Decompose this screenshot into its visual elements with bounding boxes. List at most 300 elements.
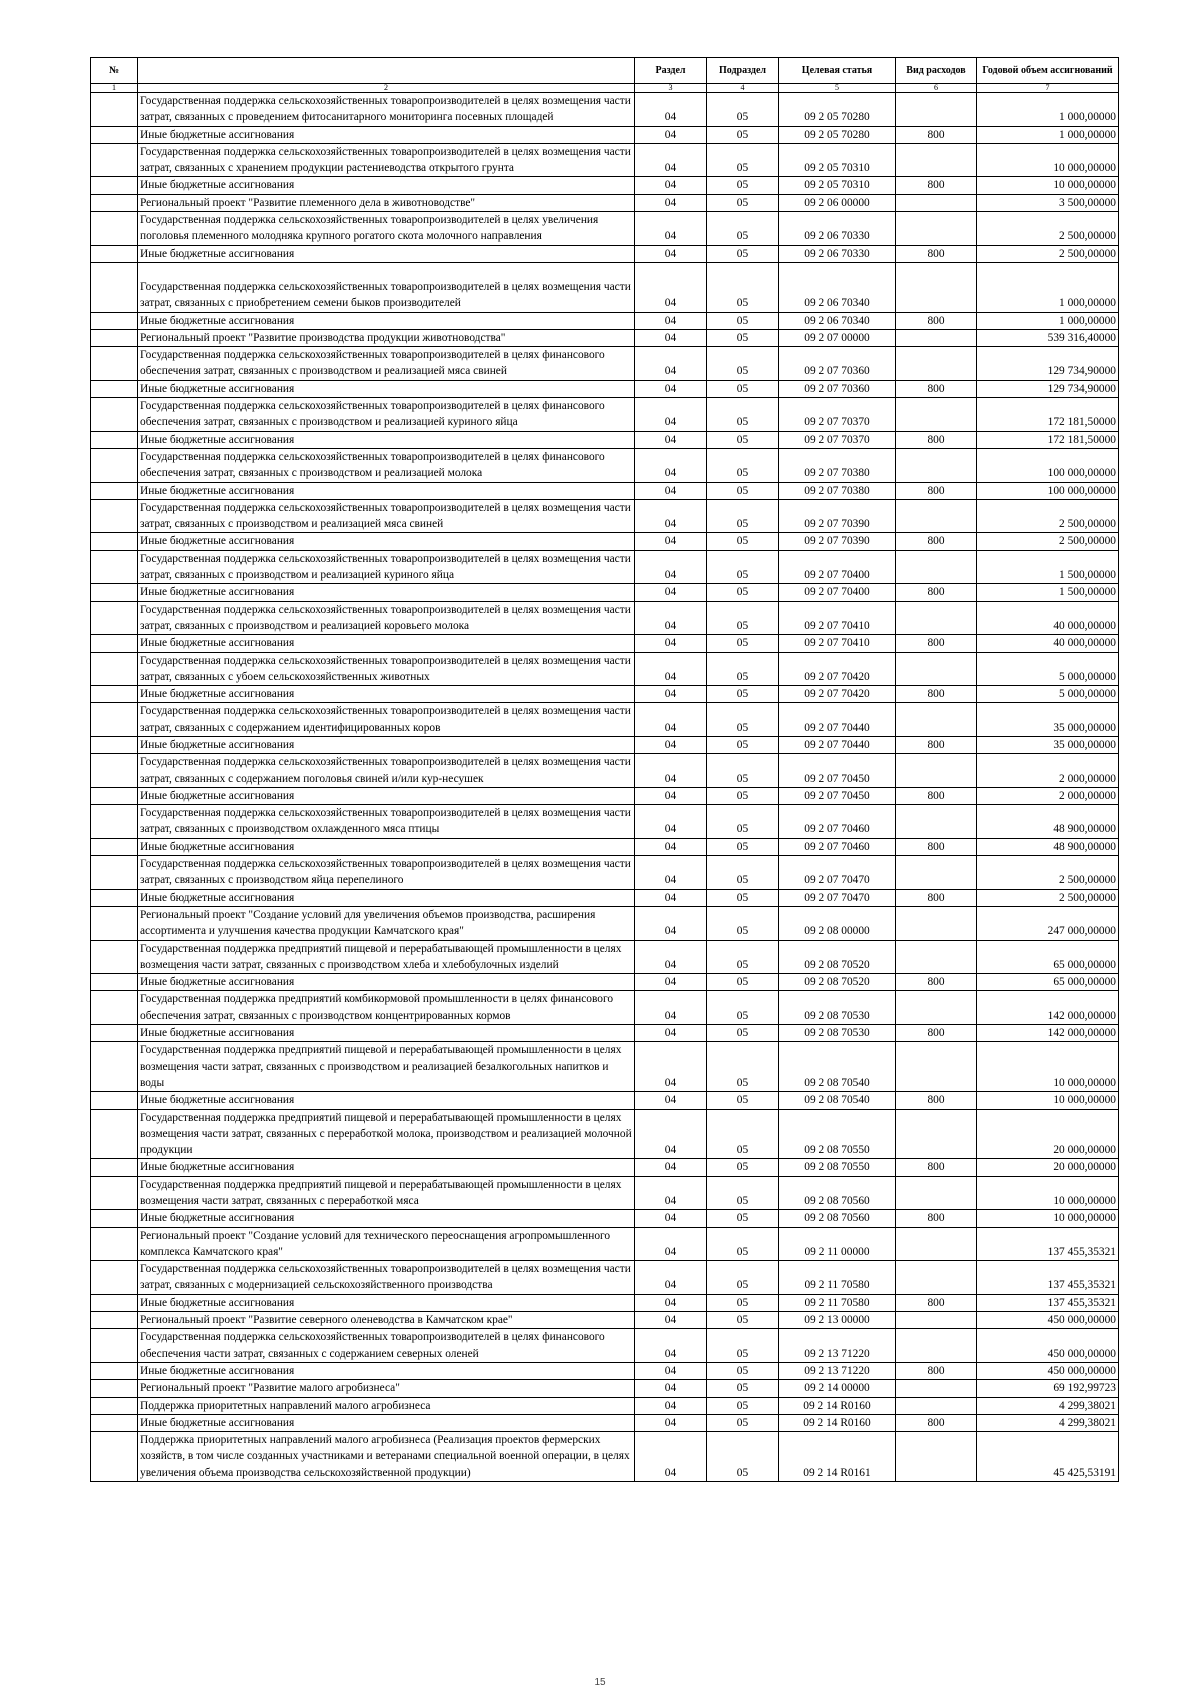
- row-podrazdel-cell: 05: [707, 431, 779, 448]
- row-expense-type-cell: [896, 1312, 977, 1329]
- row-target-article-cell: 09 2 14 R0161: [779, 1432, 896, 1482]
- row-target-article-cell: 09 2 07 70470: [779, 856, 896, 890]
- row-razdel-cell: 04: [635, 1092, 707, 1109]
- table-row: [91, 1210, 1119, 1227]
- table-row: [91, 635, 1119, 652]
- row-number-cell: [91, 754, 138, 788]
- row-razdel-cell: 04: [635, 601, 707, 635]
- row-amount-cell: 10 000,00000: [977, 143, 1119, 177]
- table-row: [91, 1432, 1119, 1482]
- row-number-cell: [91, 584, 138, 601]
- row-expense-type-cell: [896, 703, 977, 737]
- table-row: [91, 262, 1119, 312]
- row-number-cell: [91, 1432, 138, 1482]
- row-number-cell: [91, 1159, 138, 1176]
- header-expense-type: Вид расходов: [896, 58, 977, 84]
- row-target-article-cell: 09 2 08 70540: [779, 1092, 896, 1109]
- row-podrazdel-cell: 05: [707, 1109, 779, 1159]
- row-target-article-cell: 09 2 07 70400: [779, 584, 896, 601]
- row-target-article-cell: 09 2 05 70310: [779, 177, 896, 194]
- row-expense-type-cell: [896, 1432, 977, 1482]
- row-amount-cell: 100 000,00000: [977, 482, 1119, 499]
- row-podrazdel-cell: 05: [707, 838, 779, 855]
- row-amount-cell: 1 000,00000: [977, 126, 1119, 143]
- row-amount-cell: 1 000,00000: [977, 93, 1119, 127]
- row-amount-cell: 10 000,00000: [977, 177, 1119, 194]
- row-amount-cell: 137 455,35321: [977, 1294, 1119, 1311]
- table-row: [91, 398, 1119, 432]
- row-podrazdel-cell: 05: [707, 1176, 779, 1210]
- row-razdel-cell: 04: [635, 1210, 707, 1227]
- row-expense-type-cell: [896, 652, 977, 686]
- row-amount-cell: 4 299,38021: [977, 1414, 1119, 1431]
- row-name-cell: Государственная поддержка сельскохозяйственных товаропроизводителей в целях возмещения части затрат, связанных с производством охлажденного мяса птицы: [138, 805, 635, 839]
- row-target-article-cell: 09 2 07 70460: [779, 838, 896, 855]
- row-amount-cell: 100 000,00000: [977, 448, 1119, 482]
- row-number-cell: [91, 212, 138, 246]
- table-row: [91, 601, 1119, 635]
- row-target-article-cell: 09 2 07 70380: [779, 482, 896, 499]
- row-razdel-cell: 04: [635, 347, 707, 381]
- row-razdel-cell: 04: [635, 1414, 707, 1431]
- row-razdel-cell: 04: [635, 1025, 707, 1042]
- row-amount-cell: 1 500,00000: [977, 550, 1119, 584]
- row-razdel-cell: 04: [635, 245, 707, 262]
- row-podrazdel-cell: 05: [707, 533, 779, 550]
- row-amount-cell: 4 299,38021: [977, 1397, 1119, 1414]
- row-podrazdel-cell: 05: [707, 1025, 779, 1042]
- row-razdel-cell: 04: [635, 584, 707, 601]
- row-expense-type-cell: [896, 398, 977, 432]
- row-podrazdel-cell: 05: [707, 1159, 779, 1176]
- row-target-article-cell: 09 2 05 70280: [779, 93, 896, 127]
- header-number: №: [91, 58, 138, 84]
- row-razdel-cell: 04: [635, 856, 707, 890]
- row-name-cell: Поддержка приоритетных направлений малого агробизнеса (Реализация проектов фермерских хозяйств, в том числе созданных участниками и ветеранами специальной военной операции, в целях увеличения объема производства сельскохозяйственной продукции): [138, 1432, 635, 1482]
- table-row: [91, 1159, 1119, 1176]
- row-number-cell: [91, 1362, 138, 1379]
- row-number-cell: [91, 1329, 138, 1363]
- row-target-article-cell: 09 2 14 R0160: [779, 1414, 896, 1431]
- table-row: [91, 1312, 1119, 1329]
- row-amount-cell: 2 500,00000: [977, 245, 1119, 262]
- table-row: [91, 482, 1119, 499]
- row-expense-type-cell: [896, 805, 977, 839]
- row-target-article-cell: 09 2 07 70390: [779, 499, 896, 533]
- row-number-cell: [91, 805, 138, 839]
- row-razdel-cell: 04: [635, 533, 707, 550]
- row-razdel-cell: 04: [635, 787, 707, 804]
- row-expense-type-cell: 800: [896, 1159, 977, 1176]
- table-row: [91, 1294, 1119, 1311]
- row-podrazdel-cell: 05: [707, 635, 779, 652]
- row-podrazdel-cell: 05: [707, 347, 779, 381]
- row-target-article-cell: 09 2 07 00000: [779, 329, 896, 346]
- row-number-cell: [91, 93, 138, 127]
- row-amount-cell: 137 455,35321: [977, 1227, 1119, 1261]
- row-amount-cell: 45 425,53191: [977, 1432, 1119, 1482]
- row-target-article-cell: 09 2 06 70330: [779, 212, 896, 246]
- row-podrazdel-cell: 05: [707, 482, 779, 499]
- page-number: 15: [594, 1677, 606, 1688]
- row-number-cell: [91, 940, 138, 974]
- row-podrazdel-cell: 05: [707, 805, 779, 839]
- row-number-cell: [91, 499, 138, 533]
- row-razdel-cell: 04: [635, 991, 707, 1025]
- row-number-cell: [91, 1042, 138, 1092]
- row-number-cell: [91, 347, 138, 381]
- table-row: [91, 533, 1119, 550]
- table-row: [91, 652, 1119, 686]
- row-number-cell: [91, 1414, 138, 1431]
- row-number-cell: [91, 1092, 138, 1109]
- row-target-article-cell: 09 2 05 70310: [779, 143, 896, 177]
- row-amount-cell: 450 000,00000: [977, 1362, 1119, 1379]
- table-row: [91, 889, 1119, 906]
- row-expense-type-cell: [896, 347, 977, 381]
- row-podrazdel-cell: 05: [707, 703, 779, 737]
- row-expense-type-cell: 800: [896, 1414, 977, 1431]
- row-target-article-cell: 09 2 07 70370: [779, 398, 896, 432]
- row-name-cell: Региональный проект "Развитие северного оленеводства в Камчатском крае": [138, 1312, 635, 1329]
- row-target-article-cell: 09 2 13 71220: [779, 1329, 896, 1363]
- row-razdel-cell: 04: [635, 635, 707, 652]
- table-row: [91, 448, 1119, 482]
- row-name-cell: Государственная поддержка предприятий пищевой и перерабатывающей промышленности в целях возмещения части затрат, связанных с переработкой молока, производством и реализацией молочной продукции: [138, 1109, 635, 1159]
- row-number-cell: [91, 1261, 138, 1295]
- table-row: [91, 906, 1119, 940]
- row-name-cell: Иные бюджетные ассигнования: [138, 1362, 635, 1379]
- row-name-cell: Иные бюджетные ассигнования: [138, 245, 635, 262]
- row-number-cell: [91, 1397, 138, 1414]
- table-row: [91, 940, 1119, 974]
- row-podrazdel-cell: 05: [707, 1042, 779, 1092]
- row-name-cell: Иные бюджетные ассигнования: [138, 126, 635, 143]
- row-expense-type-cell: 800: [896, 686, 977, 703]
- row-name-cell: Государственная поддержка сельскохозяйственных товаропроизводителей в целях финансового обеспечения части затрат, связанных с содержанием северных оленей: [138, 1329, 635, 1363]
- row-expense-type-cell: [896, 1109, 977, 1159]
- row-amount-cell: 137 455,35321: [977, 1261, 1119, 1295]
- row-name-cell: Иные бюджетные ассигнования: [138, 1092, 635, 1109]
- row-razdel-cell: 04: [635, 838, 707, 855]
- row-razdel-cell: 04: [635, 652, 707, 686]
- row-target-article-cell: 09 2 08 70520: [779, 974, 896, 991]
- row-expense-type-cell: [896, 601, 977, 635]
- row-podrazdel-cell: 05: [707, 686, 779, 703]
- row-razdel-cell: 04: [635, 1397, 707, 1414]
- row-podrazdel-cell: 05: [707, 93, 779, 127]
- row-target-article-cell: 09 2 13 71220: [779, 1362, 896, 1379]
- row-name-cell: Региональный проект "Развитие племенного дела в животноводстве": [138, 194, 635, 211]
- row-podrazdel-cell: 05: [707, 1414, 779, 1431]
- row-target-article-cell: 09 2 06 70340: [779, 312, 896, 329]
- row-target-article-cell: 09 2 14 R0160: [779, 1397, 896, 1414]
- table-row: [91, 856, 1119, 890]
- row-name-cell: Государственная поддержка сельскохозяйственных товаропроизводителей в целях финансового обеспечения затрат, связанных с производством и реализацией куриного яйца: [138, 398, 635, 432]
- row-name-cell: Региональный проект "Создание условий для увеличения объемов производства, расширения ассортимента и улучшения качества продукции Камчатского края": [138, 906, 635, 940]
- row-podrazdel-cell: 05: [707, 906, 779, 940]
- row-podrazdel-cell: 05: [707, 245, 779, 262]
- row-number-cell: [91, 1176, 138, 1210]
- row-razdel-cell: 04: [635, 1294, 707, 1311]
- column-number: 3: [635, 84, 707, 93]
- row-expense-type-cell: 800: [896, 126, 977, 143]
- row-target-article-cell: 09 2 13 00000: [779, 1312, 896, 1329]
- row-amount-cell: 450 000,00000: [977, 1329, 1119, 1363]
- row-amount-cell: 2 500,00000: [977, 533, 1119, 550]
- row-razdel-cell: 04: [635, 312, 707, 329]
- row-target-article-cell: 09 2 07 70470: [779, 889, 896, 906]
- row-number-cell: [91, 1312, 138, 1329]
- row-podrazdel-cell: 05: [707, 212, 779, 246]
- row-amount-cell: 2 500,00000: [977, 856, 1119, 890]
- row-number-cell: [91, 838, 138, 855]
- row-target-article-cell: 09 2 11 70580: [779, 1294, 896, 1311]
- budget-document: [90, 57, 1118, 1482]
- row-target-article-cell: 09 2 11 70580: [779, 1261, 896, 1295]
- row-amount-cell: 69 192,99723: [977, 1380, 1119, 1397]
- row-name-cell: Иные бюджетные ассигнования: [138, 635, 635, 652]
- row-razdel-cell: 04: [635, 805, 707, 839]
- row-number-cell: [91, 906, 138, 940]
- row-razdel-cell: 04: [635, 1329, 707, 1363]
- row-expense-type-cell: [896, 991, 977, 1025]
- table-row: [91, 143, 1119, 177]
- row-name-cell: Иные бюджетные ассигнования: [138, 1025, 635, 1042]
- row-expense-type-cell: [896, 906, 977, 940]
- row-razdel-cell: 04: [635, 974, 707, 991]
- row-target-article-cell: 09 2 07 70360: [779, 380, 896, 397]
- row-amount-cell: 129 734,90000: [977, 380, 1119, 397]
- row-razdel-cell: 04: [635, 1042, 707, 1092]
- row-name-cell: Государственная поддержка предприятий пищевой и перерабатывающей промышленности в целях возмещения части затрат, связанных с производством и реализацией безалкогольных напитков и воды: [138, 1042, 635, 1092]
- row-podrazdel-cell: 05: [707, 584, 779, 601]
- row-name-cell: Иные бюджетные ассигнования: [138, 838, 635, 855]
- row-number-cell: [91, 312, 138, 329]
- row-podrazdel-cell: 05: [707, 448, 779, 482]
- row-amount-cell: 1 500,00000: [977, 584, 1119, 601]
- row-expense-type-cell: [896, 143, 977, 177]
- table-row: [91, 380, 1119, 397]
- row-number-cell: [91, 1210, 138, 1227]
- header-target-article: Целевая статья: [779, 58, 896, 84]
- row-name-cell: Иные бюджетные ассигнования: [138, 889, 635, 906]
- row-name-cell: Государственная поддержка сельскохозяйственных товаропроизводителей в целях возмещения части затрат, связанных с содержанием поголовья свиней и/или кур-несушек: [138, 754, 635, 788]
- row-number-cell: [91, 703, 138, 737]
- row-name-cell: Иные бюджетные ассигнования: [138, 1414, 635, 1431]
- row-razdel-cell: 04: [635, 431, 707, 448]
- row-podrazdel-cell: 05: [707, 889, 779, 906]
- table-row: [91, 1261, 1119, 1295]
- row-amount-cell: 10 000,00000: [977, 1092, 1119, 1109]
- row-podrazdel-cell: 05: [707, 1380, 779, 1397]
- row-expense-type-cell: [896, 262, 977, 312]
- column-number: 4: [707, 84, 779, 93]
- row-expense-type-cell: 800: [896, 431, 977, 448]
- table-row: [91, 499, 1119, 533]
- table-row: [91, 212, 1119, 246]
- row-expense-type-cell: 800: [896, 482, 977, 499]
- row-name-cell: Региональный проект "Создание условий для технического переоснащения агропромышленного комплекса Камчатского края": [138, 1227, 635, 1261]
- row-name-cell: Иные бюджетные ассигнования: [138, 1159, 635, 1176]
- row-expense-type-cell: 800: [896, 1092, 977, 1109]
- row-razdel-cell: 04: [635, 380, 707, 397]
- row-number-cell: [91, 686, 138, 703]
- row-name-cell: Иные бюджетные ассигнования: [138, 1294, 635, 1311]
- row-razdel-cell: 04: [635, 177, 707, 194]
- row-target-article-cell: 09 2 07 70420: [779, 652, 896, 686]
- row-target-article-cell: 09 2 11 00000: [779, 1227, 896, 1261]
- row-razdel-cell: 04: [635, 736, 707, 753]
- table-row: [91, 1397, 1119, 1414]
- row-podrazdel-cell: 05: [707, 194, 779, 211]
- row-target-article-cell: 09 2 08 00000: [779, 906, 896, 940]
- row-razdel-cell: 04: [635, 1176, 707, 1210]
- row-number-cell: [91, 787, 138, 804]
- row-podrazdel-cell: 05: [707, 856, 779, 890]
- row-expense-type-cell: [896, 1397, 977, 1414]
- row-number-cell: [91, 652, 138, 686]
- row-number-cell: [91, 533, 138, 550]
- table-row: [91, 93, 1119, 127]
- row-target-article-cell: 09 2 07 70410: [779, 635, 896, 652]
- row-podrazdel-cell: 05: [707, 177, 779, 194]
- table-row: [91, 194, 1119, 211]
- row-name-cell: Региональный проект "Развитие малого агробизнеса": [138, 1380, 635, 1397]
- row-podrazdel-cell: 05: [707, 380, 779, 397]
- row-name-cell: Государственная поддержка предприятий пищевой и перерабатывающей промышленности в целях возмещения части затрат, связанных с переработкой мяса: [138, 1176, 635, 1210]
- row-podrazdel-cell: 05: [707, 940, 779, 974]
- row-number-cell: [91, 262, 138, 312]
- row-razdel-cell: 04: [635, 1380, 707, 1397]
- row-razdel-cell: 04: [635, 212, 707, 246]
- row-amount-cell: 2 500,00000: [977, 499, 1119, 533]
- row-amount-cell: 48 900,00000: [977, 805, 1119, 839]
- row-amount-cell: 35 000,00000: [977, 703, 1119, 737]
- table-row: [91, 974, 1119, 991]
- row-name-cell: Государственная поддержка сельскохозяйственных товаропроизводителей в целях возмещения части затрат, связанных с проведением фитосанитарного мониторинга посевных площадей: [138, 93, 635, 127]
- row-amount-cell: 5 000,00000: [977, 652, 1119, 686]
- row-name-cell: Государственная поддержка сельскохозяйственных товаропроизводителей в целях возмещения части затрат, связанных с убоем сельскохозяйственных животных: [138, 652, 635, 686]
- row-expense-type-cell: 800: [896, 974, 977, 991]
- table-row: [91, 1092, 1119, 1109]
- row-amount-cell: 247 000,00000: [977, 906, 1119, 940]
- row-target-article-cell: 09 2 07 70400: [779, 550, 896, 584]
- table-row: [91, 736, 1119, 753]
- table-row: [91, 1414, 1119, 1431]
- row-amount-cell: 3 500,00000: [977, 194, 1119, 211]
- row-expense-type-cell: 800: [896, 736, 977, 753]
- row-amount-cell: 172 181,50000: [977, 398, 1119, 432]
- row-amount-cell: 35 000,00000: [977, 736, 1119, 753]
- row-target-article-cell: 09 2 07 70450: [779, 787, 896, 804]
- row-expense-type-cell: [896, 329, 977, 346]
- row-razdel-cell: 04: [635, 940, 707, 974]
- row-name-cell: Иные бюджетные ассигнования: [138, 686, 635, 703]
- row-expense-type-cell: 800: [896, 1025, 977, 1042]
- header-razdel: Раздел: [635, 58, 707, 84]
- row-expense-type-cell: [896, 1042, 977, 1092]
- row-expense-type-cell: [896, 194, 977, 211]
- row-number-cell: [91, 1109, 138, 1159]
- row-expense-type-cell: 800: [896, 1210, 977, 1227]
- row-podrazdel-cell: 05: [707, 1329, 779, 1363]
- table-row: [91, 431, 1119, 448]
- row-name-cell: Государственная поддержка сельскохозяйственных товаропроизводителей в целях финансового обеспечения затрат, связанных с производством и реализацией молока: [138, 448, 635, 482]
- row-number-cell: [91, 1227, 138, 1261]
- row-target-article-cell: 09 2 07 70370: [779, 431, 896, 448]
- row-expense-type-cell: [896, 499, 977, 533]
- table-row: [91, 245, 1119, 262]
- row-razdel-cell: 04: [635, 1362, 707, 1379]
- row-number-cell: [91, 380, 138, 397]
- row-expense-type-cell: [896, 1329, 977, 1363]
- row-amount-cell: 129 734,90000: [977, 347, 1119, 381]
- row-razdel-cell: 04: [635, 1109, 707, 1159]
- row-number-cell: [91, 482, 138, 499]
- row-amount-cell: 40 000,00000: [977, 601, 1119, 635]
- row-razdel-cell: 04: [635, 1432, 707, 1482]
- row-expense-type-cell: [896, 1261, 977, 1295]
- row-name-cell: Государственная поддержка сельскохозяйственных товаропроизводителей в целях возмещения части затрат, связанных с производством и реализацией коровьего молока: [138, 601, 635, 635]
- row-razdel-cell: 04: [635, 448, 707, 482]
- row-amount-cell: 5 000,00000: [977, 686, 1119, 703]
- row-number-cell: [91, 177, 138, 194]
- table-row: [91, 787, 1119, 804]
- row-name-cell: Государственная поддержка предприятий пищевой и перерабатывающей промышленности в целях возмещения части затрат, связанных с производством хлеба и хлебобулочных изделий: [138, 940, 635, 974]
- table-row: [91, 584, 1119, 601]
- row-number-cell: [91, 245, 138, 262]
- table-row: [91, 1380, 1119, 1397]
- row-expense-type-cell: 800: [896, 584, 977, 601]
- row-podrazdel-cell: 05: [707, 991, 779, 1025]
- row-target-article-cell: 09 2 07 70420: [779, 686, 896, 703]
- row-target-article-cell: 09 2 08 70550: [779, 1159, 896, 1176]
- table-row: [91, 1227, 1119, 1261]
- row-razdel-cell: 04: [635, 906, 707, 940]
- row-podrazdel-cell: 05: [707, 652, 779, 686]
- row-expense-type-cell: 800: [896, 635, 977, 652]
- table-row: [91, 805, 1119, 839]
- row-razdel-cell: 04: [635, 686, 707, 703]
- row-name-cell: Государственная поддержка сельскохозяйственных товаропроизводителей в целях возмещения части затрат, связанных с приобретением семени быков производителей: [138, 262, 635, 312]
- row-target-article-cell: 09 2 07 70380: [779, 448, 896, 482]
- row-target-article-cell: 09 2 07 70450: [779, 754, 896, 788]
- row-podrazdel-cell: 05: [707, 1312, 779, 1329]
- row-number-cell: [91, 1294, 138, 1311]
- row-name-cell: Государственная поддержка сельскохозяйственных товаропроизводителей в целях возмещения части затрат, связанных с модернизацией сельскохозяйственного производства: [138, 1261, 635, 1295]
- row-expense-type-cell: 800: [896, 838, 977, 855]
- budget-table: [90, 57, 1119, 1482]
- row-podrazdel-cell: 05: [707, 1210, 779, 1227]
- row-amount-cell: 20 000,00000: [977, 1109, 1119, 1159]
- table-row: [91, 1109, 1119, 1159]
- row-podrazdel-cell: 05: [707, 974, 779, 991]
- row-name-cell: Иные бюджетные ассигнования: [138, 482, 635, 499]
- row-podrazdel-cell: 05: [707, 1227, 779, 1261]
- row-expense-type-cell: [896, 856, 977, 890]
- row-expense-type-cell: 800: [896, 889, 977, 906]
- row-name-cell: Государственная поддержка сельскохозяйственных товаропроизводителей в целях возмещения части затрат, связанных с производством и реализацией мяса свиней: [138, 499, 635, 533]
- row-number-cell: [91, 194, 138, 211]
- row-razdel-cell: 04: [635, 93, 707, 127]
- row-podrazdel-cell: 05: [707, 736, 779, 753]
- header-podrazdel: Подраздел: [707, 58, 779, 84]
- row-podrazdel-cell: 05: [707, 1362, 779, 1379]
- row-expense-type-cell: [896, 1227, 977, 1261]
- row-number-cell: [91, 974, 138, 991]
- row-expense-type-cell: [896, 448, 977, 482]
